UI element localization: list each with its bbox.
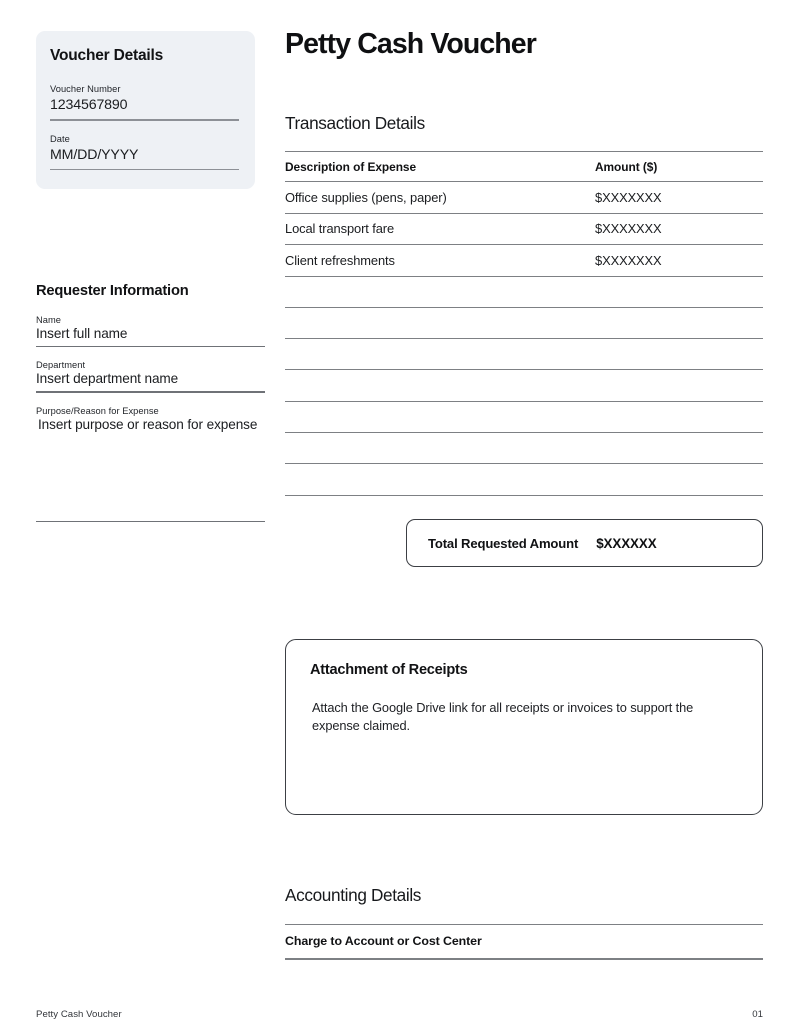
voucher-date-field[interactable] <box>50 134 239 171</box>
requester-department-value[interactable]: Insert department name <box>36 371 179 387</box>
expense-description[interactable]: Office supplies (pens, paper) <box>285 182 595 214</box>
requester-name-field[interactable] <box>36 315 268 347</box>
table-row[interactable] <box>285 213 763 245</box>
voucher-number-value[interactable]: 1234567890 <box>50 97 128 113</box>
requester-information-section <box>36 283 268 522</box>
table-row-blank[interactable] <box>285 464 763 495</box>
expense-description-blank[interactable] <box>285 339 595 370</box>
accounting-details-title: Accounting Details <box>285 885 422 905</box>
attachment-instructions: Attach the Google Drive link for all receipts or invoices to support the expense claimed. <box>312 700 694 734</box>
expense-amount-blank[interactable] <box>595 370 763 401</box>
accounting-bottom-rule <box>285 958 763 959</box>
transaction-details-title: Transaction Details <box>285 113 425 133</box>
expense-description[interactable]: Local transport fare <box>285 213 595 245</box>
total-requested-amount-value[interactable]: $XXXXXX <box>596 535 657 551</box>
requester-name-value[interactable]: Insert full name <box>36 326 128 341</box>
expense-amount-blank[interactable] <box>595 401 763 432</box>
accounting-details-section <box>285 885 763 960</box>
expense-description-blank[interactable] <box>285 464 595 495</box>
voucher-date-value[interactable]: MM/DD/YYYY <box>50 146 139 163</box>
requester-name-underline <box>36 346 265 347</box>
expense-amount[interactable]: $XXXXXXX <box>595 182 763 214</box>
voucher-details-card <box>36 31 255 189</box>
voucher-number-underline <box>50 119 239 120</box>
table-row-blank[interactable] <box>285 276 763 307</box>
footer-document-name: Petty Cash Voucher <box>36 1009 122 1020</box>
requester-name-label: Name <box>36 315 61 325</box>
expense-amount[interactable]: $XXXXXXX <box>595 245 763 277</box>
expense-amount-blank[interactable] <box>595 464 763 495</box>
transaction-table-body <box>285 182 763 496</box>
voucher-details-title: Voucher Details <box>50 47 164 64</box>
expense-description[interactable]: Client refreshments <box>285 245 595 277</box>
table-header-row <box>285 152 763 182</box>
table-row[interactable] <box>285 245 763 277</box>
requester-department-underline <box>36 391 265 392</box>
charge-to-account-label[interactable]: Charge to Account or Cost Center <box>285 934 482 949</box>
total-requested-amount-label: Total Requested Amount <box>428 535 579 551</box>
requester-purpose-underline <box>36 521 265 522</box>
table-row-blank[interactable] <box>285 307 763 338</box>
expense-description-blank[interactable] <box>285 307 595 338</box>
table-row-blank[interactable] <box>285 401 763 432</box>
requester-purpose-value[interactable]: Insert purpose or reason for expense <box>38 416 258 432</box>
expense-amount-blank[interactable] <box>595 339 763 370</box>
total-requested-amount-box <box>406 519 763 567</box>
expense-amount-blank[interactable] <box>595 307 763 338</box>
table-row-blank[interactable] <box>285 370 763 401</box>
page-title: Petty Cash Voucher <box>285 28 536 60</box>
footer-page-number: 01 <box>752 1009 763 1020</box>
expense-description-blank[interactable] <box>285 432 595 463</box>
transaction-details-section <box>285 113 763 496</box>
expense-amount-blank[interactable] <box>595 432 763 463</box>
expense-amount-blank[interactable] <box>595 276 763 307</box>
requester-department-field[interactable] <box>36 360 268 392</box>
expense-description-blank[interactable] <box>285 276 595 307</box>
expense-description-blank[interactable] <box>285 401 595 432</box>
voucher-number-field[interactable] <box>50 84 239 121</box>
voucher-date-label: Date <box>50 133 70 144</box>
expense-amount[interactable]: $XXXXXXX <box>595 213 763 245</box>
column-header-description: Description of Expense <box>285 152 595 182</box>
expense-description-blank[interactable] <box>285 370 595 401</box>
table-row[interactable] <box>285 182 763 214</box>
page-footer <box>36 1009 763 1020</box>
voucher-number-label: Voucher Number <box>50 84 121 94</box>
requester-department-label: Department <box>36 360 86 371</box>
transaction-table <box>285 151 763 496</box>
requester-information-title: Requester Information <box>36 283 189 299</box>
requester-purpose-field[interactable] <box>36 406 268 522</box>
voucher-date-underline <box>50 169 239 170</box>
table-row-blank[interactable] <box>285 432 763 463</box>
transaction-table-header <box>285 152 763 182</box>
table-row-blank[interactable] <box>285 339 763 370</box>
requester-purpose-label: Purpose/Reason for Expense <box>36 405 159 416</box>
attachment-title: Attachment of Receipts <box>310 662 468 678</box>
column-header-amount: Amount ($) <box>595 152 763 182</box>
attachment-of-receipts-box[interactable] <box>285 639 763 815</box>
